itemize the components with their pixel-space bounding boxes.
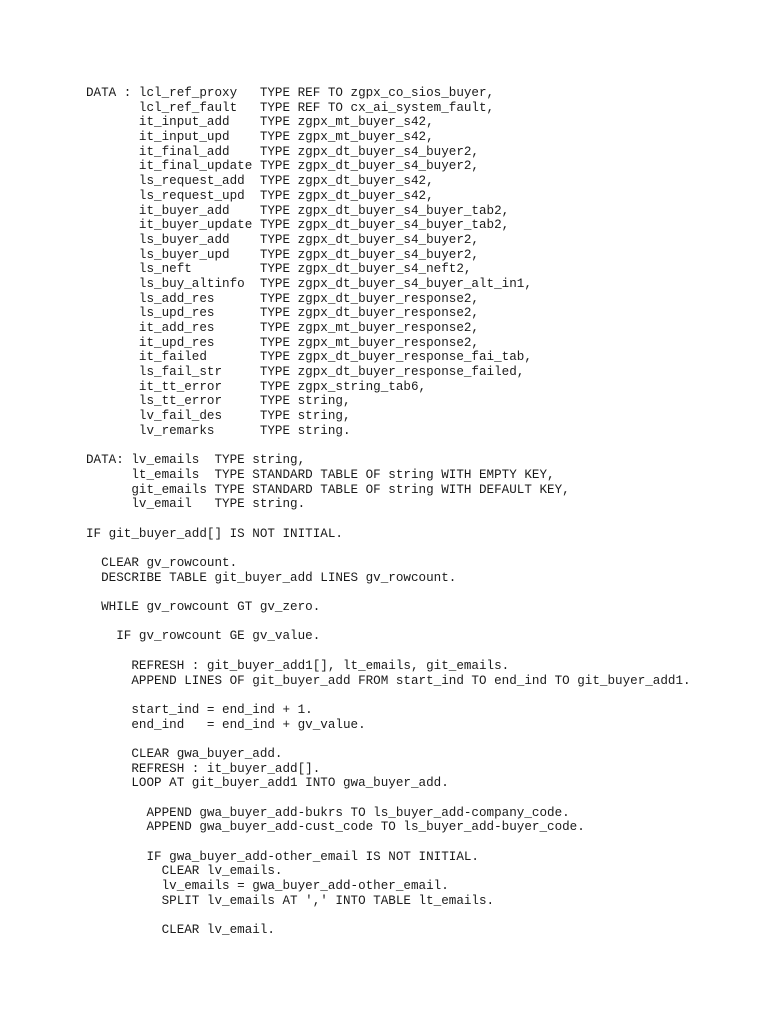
code-line — [86, 791, 691, 806]
code-line: lcl_ref_fault TYPE REF TO cx_ai_system_fault, — [86, 100, 495, 115]
code-line: it_buyer_add TYPE zgpx_dt_buyer_s4_buyer_tab2, — [86, 203, 510, 218]
code-line: it_tt_error TYPE zgpx_string_tab6, — [86, 379, 427, 394]
code-line: it_final_add TYPE zgpx_dt_buyer_s4_buyer2, — [86, 144, 479, 159]
code-line: DESCRIBE TABLE git_buyer_add LINES gv_rowcount. — [86, 570, 457, 585]
code-line: lt_emails TYPE STANDARD TABLE OF string WITH EMPTY KEY, — [86, 467, 555, 482]
code-line — [86, 541, 691, 556]
code-line — [86, 615, 691, 630]
code-line: ls_fail_str TYPE zgpx_dt_buyer_response_failed, — [86, 365, 525, 380]
code-line — [86, 512, 691, 527]
code-line: LOOP AT git_buyer_add1 INTO gwa_buyer_add. — [86, 776, 449, 791]
code-line: it_input_add TYPE zgpx_mt_buyer_s42, — [86, 115, 434, 130]
code-line — [86, 439, 691, 454]
code-line: CLEAR gv_rowcount. — [86, 556, 238, 570]
code-line — [86, 585, 691, 600]
code-line: DATA : lcl_ref_proxy TYPE REF TO zgpx_co_sios_buyer, — [86, 86, 495, 100]
code-line — [86, 835, 691, 850]
code-line: lv_email TYPE string. — [86, 497, 306, 512]
code-line: ls_neft TYPE zgpx_dt_buyer_s4_neft2, — [86, 262, 472, 277]
code-line: git_emails TYPE STANDARD TABLE OF string WITH DEFAULT KEY, — [86, 482, 570, 497]
code-line — [86, 644, 691, 659]
code-line: it_buyer_update TYPE zgpx_dt_buyer_s4_buyer_tab2, — [86, 218, 510, 233]
code-line: ls_upd_res TYPE zgpx_dt_buyer_response2, — [86, 306, 479, 321]
code-line: ls_add_res TYPE zgpx_dt_buyer_response2, — [86, 291, 479, 306]
code-line: CLEAR gwa_buyer_add. — [86, 746, 283, 761]
code-line: IF gwa_buyer_add-other_email IS NOT INITIAL. — [86, 849, 479, 864]
code-listing — [86, 86, 691, 938]
code-line: ls_request_upd TYPE zgpx_dt_buyer_s42, — [86, 188, 434, 203]
code-line: ls_buyer_upd TYPE zgpx_dt_buyer_s4_buyer2, — [86, 247, 479, 262]
code-line: it_input_upd TYPE zgpx_mt_buyer_s42, — [86, 130, 434, 145]
code-line: SPLIT lv_emails AT ',' INTO TABLE lt_emails. — [86, 893, 495, 908]
code-line: ls_buyer_add TYPE zgpx_dt_buyer_s4_buyer2, — [86, 232, 479, 247]
code-line: lv_emails = gwa_buyer_add-other_email. — [86, 879, 449, 894]
code-line: ls_tt_error TYPE string, — [86, 394, 351, 409]
code-line: lv_fail_des TYPE string, — [86, 409, 351, 424]
code-line: it_final_update TYPE zgpx_dt_buyer_s4_buyer2, — [86, 159, 479, 174]
code-line: DATA: lv_emails TYPE string, — [86, 453, 306, 468]
code-line: APPEND gwa_buyer_add-bukrs TO ls_buyer_add-company_code. — [86, 805, 570, 820]
code-line: APPEND gwa_buyer_add-cust_code TO ls_buyer_add-buyer_code. — [86, 820, 585, 835]
code-line: REFRESH : it_buyer_add[]. — [86, 761, 321, 776]
code-line: it_failed TYPE zgpx_dt_buyer_response_fai_tab, — [86, 350, 532, 365]
code-line: IF git_buyer_add[] IS NOT INITIAL. — [86, 526, 343, 541]
code-line: APPEND LINES OF git_buyer_add FROM start_ind TO end_ind TO git_buyer_add1. — [86, 673, 691, 688]
code-line: REFRESH : git_buyer_add1[], lt_emails, git_emails. — [86, 658, 510, 673]
code-line: ls_request_add TYPE zgpx_dt_buyer_s42, — [86, 174, 434, 189]
code-line — [86, 688, 691, 703]
code-line: CLEAR lv_emails. — [86, 864, 283, 879]
code-line: end_ind = end_ind + gv_value. — [86, 717, 366, 732]
code-line — [86, 732, 691, 747]
code-line: ls_buy_altinfo TYPE zgpx_dt_buyer_s4_buyer_alt_in1, — [86, 276, 532, 291]
code-line: lv_remarks TYPE string. — [86, 423, 351, 438]
code-line: CLEAR lv_email. — [86, 923, 275, 938]
code-line: it_upd_res TYPE zgpx_mt_buyer_response2, — [86, 335, 479, 350]
code-line: start_ind = end_ind + 1. — [86, 702, 313, 717]
code-line: IF gv_rowcount GE gv_value. — [86, 629, 321, 644]
code-line: WHILE gv_rowcount GT gv_zero. — [86, 600, 321, 615]
code-line: it_add_res TYPE zgpx_mt_buyer_response2, — [86, 321, 479, 335]
code-line — [86, 909, 691, 924]
